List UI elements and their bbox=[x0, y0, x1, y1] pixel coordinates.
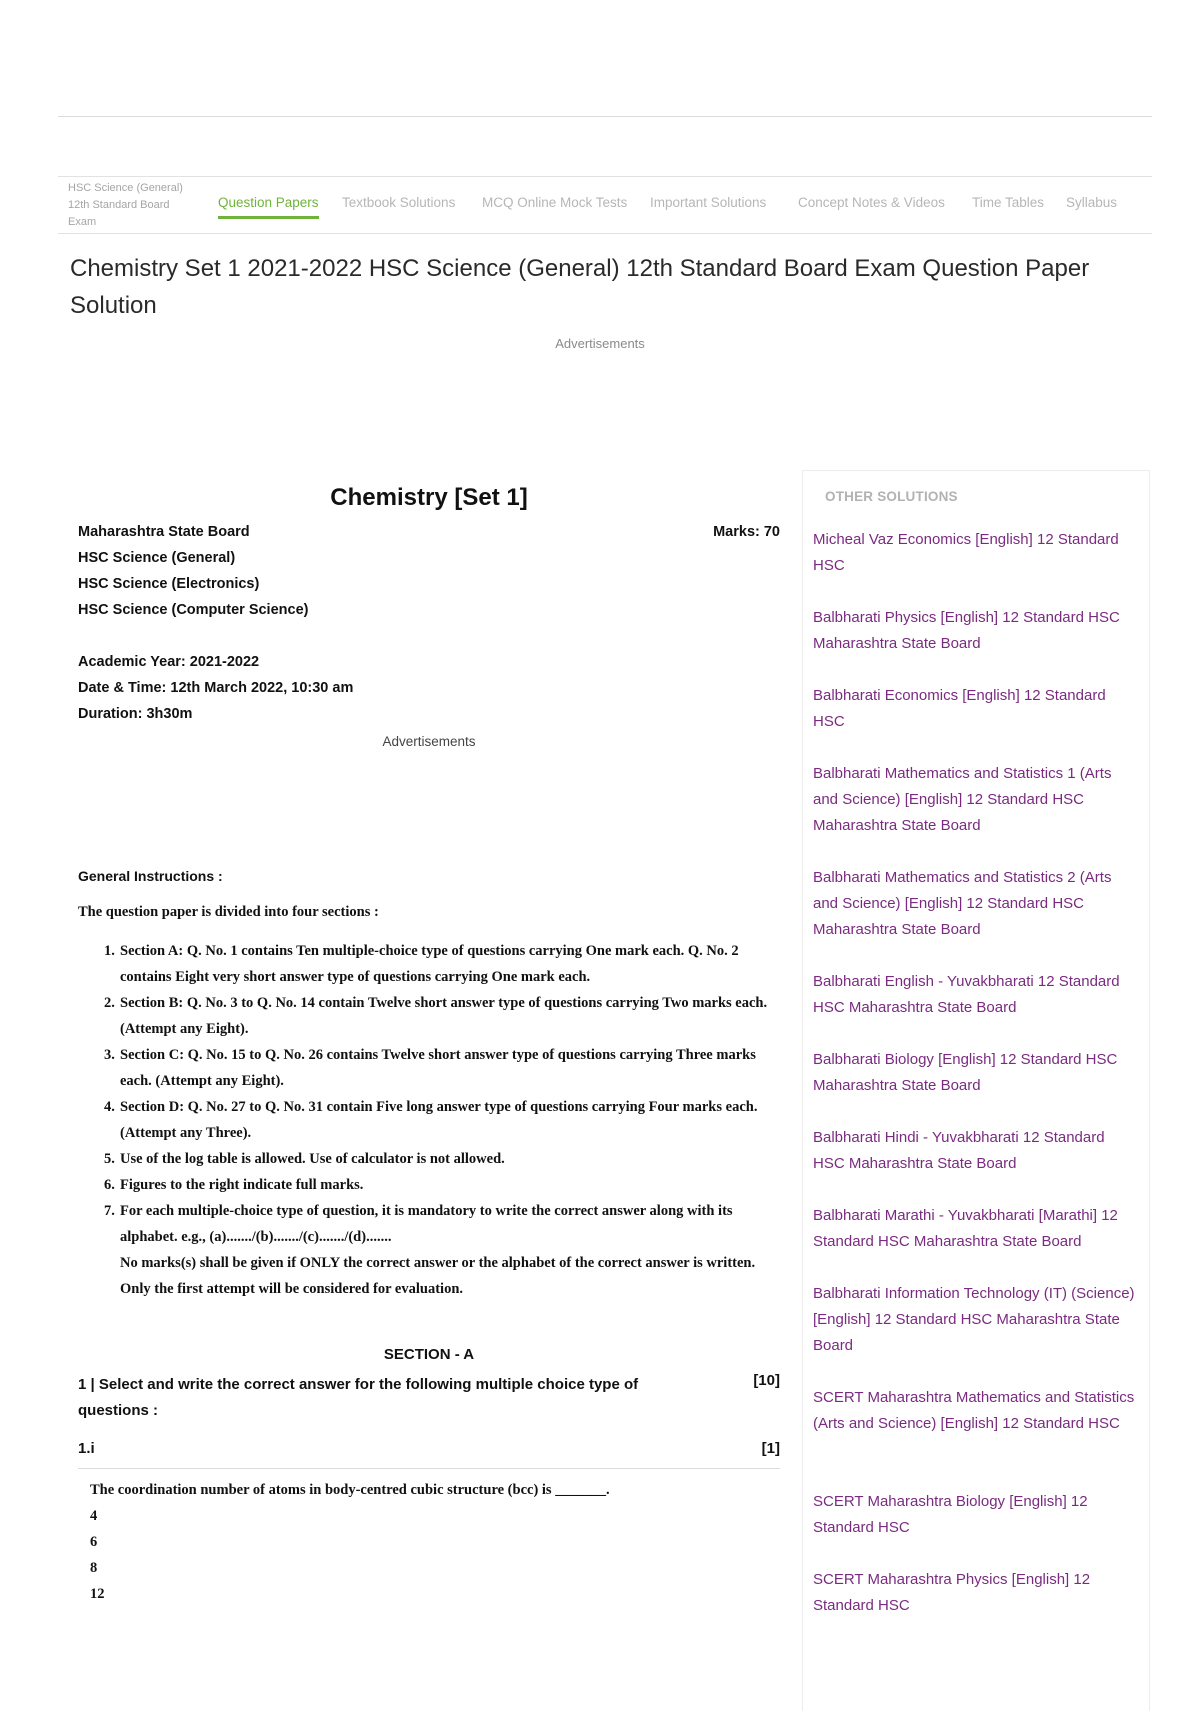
solution-link[interactable]: Balbharati Economics [English] 12 Standard HSC bbox=[813, 687, 1106, 730]
question-1i-number: 1.i bbox=[78, 1440, 95, 1457]
solution-link[interactable]: Balbharati Hindi - Yuvakbharati 12 Standard HSC Maharashtra State Board bbox=[813, 1129, 1105, 1172]
instruction-item: 6. Figures to the right indicate full marks. bbox=[104, 1177, 364, 1193]
solution-link[interactable]: Balbharati Mathematics and Statistics 2 (Arts and Science) [English] 12 Standard HSC Maharashtra State Board bbox=[813, 869, 1112, 938]
solution-link[interactable]: Balbharati Mathematics and Statistics 1 (Arts and Science) [English] 12 Standard HSC Maharashtra State Board bbox=[813, 765, 1112, 834]
exam-duration: Duration: 3h30m bbox=[78, 706, 193, 722]
academic-year: Academic Year: 2021-2022 bbox=[78, 654, 260, 670]
paper-title: Chemistry [Set 1] bbox=[330, 484, 528, 511]
solution-link[interactable]: Micheal Vaz Economics [English] 12 Standard HSC bbox=[813, 531, 1119, 574]
question-1-marks: [10] bbox=[753, 1372, 780, 1389]
instruction-item: 4. Section D: Q. No. 27 to Q. No. 31 contain Five long answer type of questions carrying Four marks each. (Attempt any Three). bbox=[104, 1099, 758, 1141]
subject-navbar bbox=[58, 176, 1152, 234]
nav-breadcrumb[interactable]: HSC Science (General) 12th Standard Board Exam bbox=[68, 182, 183, 228]
instruction-item: 7. For each multiple-choice type of question, it is mandatory to write the correct answer along with its alphabet. e.g., (a)......./(b)......./(c)......./(d)....... No marks(s) shall be given if ONLY the correct answer or the alphabet of the correct answer is written. Only the first attempt will be considered for evaluation. bbox=[120, 1198, 782, 1302]
total-marks: Marks: 70 bbox=[713, 524, 780, 540]
question-1i-marks: [1] bbox=[761, 1440, 780, 1457]
question-1i-text: The coordination number of atoms in body-centred cubic structure (bcc) is _______. bbox=[90, 1482, 610, 1498]
instruction-item: 3. Section C: Q. No. 15 to Q. No. 26 contains Twelve short answer type of questions carrying Three marks each. (Attempt any Eight). bbox=[104, 1047, 756, 1089]
question-option[interactable]: 12 bbox=[90, 1586, 105, 1602]
section-a-heading: SECTION - A bbox=[383, 1346, 475, 1363]
question-1: 1 | Select and write the correct answer for the following multiple choice type of questions : bbox=[78, 1376, 639, 1419]
solution-link[interactable]: SCERT Maharashtra Physics [English] 12 Standard HSC bbox=[813, 1571, 1091, 1614]
advertisements-label: Advertisements bbox=[555, 336, 645, 351]
question-option[interactable]: 8 bbox=[90, 1560, 98, 1576]
question-option[interactable]: 4 bbox=[90, 1508, 98, 1524]
inner-advertisements-label: Advertisements bbox=[382, 734, 476, 749]
solution-link[interactable]: Balbharati English - Yuvakbharati 12 Standard HSC Maharashtra State Board bbox=[813, 973, 1120, 1016]
instruction-item: 5. Use of the log table is allowed. Use of calculator is not allowed. bbox=[104, 1151, 505, 1167]
solution-link[interactable]: SCERT Maharashtra Biology [English] 12 Standard HSC bbox=[813, 1493, 1088, 1536]
instruction-item: 1. Section A: Q. No. 1 contains Ten multiple-choice type of questions carrying One mark each. Q. No. 2 contains Eight very short answer type of questions carrying One mark each. bbox=[104, 943, 739, 985]
instruction-item: 2. Section B: Q. No. 3 to Q. No. 14 contain Twelve short answer type of questions carrying Two marks each. (Attempt any Eight). bbox=[104, 995, 768, 1037]
solution-link[interactable]: Balbharati Information Technology (IT) (Science) [English] 12 Standard HSC Maharashtra State Board bbox=[813, 1285, 1135, 1354]
page-title: Chemistry Set 1 2021-2022 HSC Science (General) 12th Standard Board Exam Question Paper Solution bbox=[70, 255, 1090, 319]
question-divider bbox=[78, 1468, 780, 1469]
exam-date-time: Date & Time: 12th March 2022, 10:30 am bbox=[78, 680, 354, 696]
tab-question-papers[interactable]: Question Papers bbox=[218, 195, 319, 219]
top-divider bbox=[58, 116, 1152, 117]
instructions-list bbox=[104, 938, 782, 1302]
board-name: Maharashtra State Board bbox=[78, 524, 250, 540]
general-instructions-intro: The question paper is divided into four sections : bbox=[78, 904, 379, 920]
stream-computer-science: HSC Science (Computer Science) bbox=[78, 602, 309, 618]
tab-syllabus[interactable]: Syllabus bbox=[1066, 195, 1118, 210]
tab-time-tables[interactable]: Time Tables bbox=[972, 195, 1045, 210]
instruction-note: No marks(s) shall be given if ONLY the correct answer or the alphabet of the correct answer is written. Only the first attempt will be considered for evaluation. bbox=[120, 1255, 756, 1297]
question-option[interactable]: 6 bbox=[90, 1534, 98, 1550]
solution-link[interactable]: SCERT Maharashtra Mathematics and Statistics (Arts and Science) [English] 12 Standard HSC bbox=[813, 1389, 1135, 1432]
solution-link[interactable]: Balbharati Biology [English] 12 Standard HSC Maharashtra State Board bbox=[813, 1051, 1118, 1094]
general-instructions-heading: General Instructions : bbox=[78, 868, 223, 884]
other-solutions-sidebar bbox=[802, 470, 1150, 1711]
stream-general: HSC Science (General) bbox=[78, 550, 236, 566]
solution-link[interactable]: Balbharati Marathi - Yuvakbharati [Marathi] 12 Standard HSC Maharashtra State Board bbox=[813, 1207, 1118, 1250]
stream-electronics: HSC Science (Electronics) bbox=[78, 576, 260, 592]
tab-important-solutions[interactable]: Important Solutions bbox=[650, 195, 767, 210]
tab-mcq-online-mock-tests[interactable]: MCQ Online Mock Tests bbox=[482, 195, 628, 210]
solution-link[interactable]: Balbharati Physics [English] 12 Standard HSC Maharashtra State Board bbox=[813, 609, 1120, 652]
tab-concept-notes-videos[interactable]: Concept Notes & Videos bbox=[798, 195, 945, 210]
tab-textbook-solutions[interactable]: Textbook Solutions bbox=[342, 195, 456, 210]
other-solutions-heading: OTHER SOLUTIONS bbox=[825, 489, 958, 504]
